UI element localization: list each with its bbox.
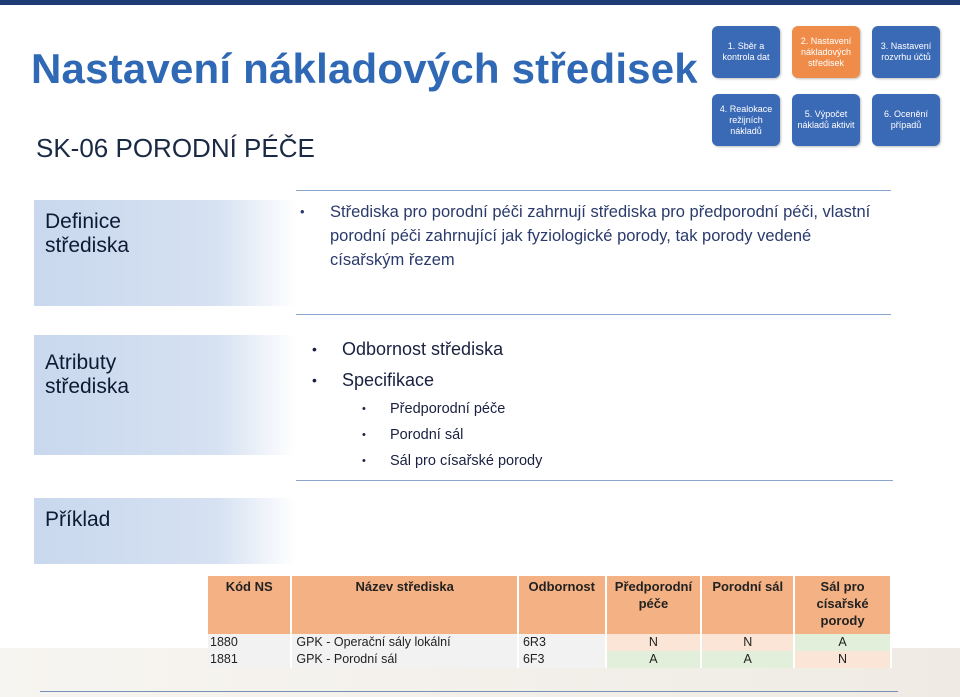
table-cell: N	[701, 634, 794, 651]
table-cell: 6F3	[518, 651, 606, 668]
table-cell: GPK - Porodní sál	[291, 651, 518, 668]
column-header: Porodní sál	[701, 576, 794, 634]
page-subtitle: SK-06 PORODNÍ PÉČE	[36, 133, 315, 163]
priklad-label-box	[34, 498, 296, 564]
column-header: Kód NS	[208, 576, 291, 634]
table-cell: N	[794, 651, 891, 668]
table-cell: 6R3	[518, 634, 606, 651]
atributy-label-line1: Atributy	[45, 351, 117, 374]
bullet-icon: •	[362, 403, 366, 415]
column-header: Sál pro císařské porody	[794, 576, 891, 634]
divider	[296, 190, 891, 191]
definice-label-line1: Definice	[45, 210, 121, 233]
priklad-label: Příklad	[45, 508, 111, 531]
definice-label-box	[34, 200, 296, 306]
sub-list-item: • Předporodní péče	[362, 401, 506, 417]
footer-divider	[40, 691, 898, 692]
table-cell: 1881	[208, 651, 291, 668]
table-header-row	[208, 576, 891, 634]
step-1-button[interactable]: 1. Sběr a kontrola dat	[712, 26, 780, 78]
top-accent-bar	[0, 0, 960, 5]
column-header: Název střediska	[291, 576, 518, 634]
step-3-button[interactable]: 3. Nastavení rozvrhu účtů	[872, 26, 940, 78]
bullet-icon: •	[300, 204, 305, 219]
list-item: • Odbornost střediska	[312, 339, 504, 359]
atributy-label-box	[34, 335, 296, 455]
step-2-button[interactable]: 2. Nastavení nákladových středisek	[792, 26, 860, 78]
bullet-icon: •	[362, 455, 366, 467]
bullet-icon: •	[312, 341, 317, 357]
process-steps	[710, 26, 942, 148]
sub-list-item: • Sál pro císařské porody	[362, 453, 543, 469]
table-cell: A	[794, 634, 891, 651]
divider	[296, 314, 891, 315]
table-row	[208, 651, 891, 668]
step-6-button[interactable]: 6. Ocenění případů	[872, 94, 940, 146]
definice-text	[300, 200, 880, 272]
definice-paragraph: Střediska pro porodní péči zahrnují střediska pro předporodní péči, vlastní porodní péči zahrnující jak fyziologické porody, tak porody vedené císařským řezem	[330, 203, 871, 269]
table-cell: A	[606, 651, 702, 668]
bullet-icon: •	[312, 372, 317, 388]
sub-list-item: • Porodní sál	[362, 427, 464, 443]
table-cell: A	[701, 651, 794, 668]
table-cell: GPK - Operační sály lokální	[291, 634, 518, 651]
atributy-label-line2: střediska	[45, 375, 130, 398]
step-4-button[interactable]: 4. Realokace režijních nákladů	[712, 94, 780, 146]
list-item: • Specifikace	[312, 370, 435, 390]
table-cell: N	[606, 634, 702, 651]
step-5-button[interactable]: 5. Výpočet nákladů aktivit	[792, 94, 860, 146]
bullet-icon: •	[362, 429, 366, 441]
page-title: Nastavení nákladových středisek	[31, 45, 698, 92]
divider	[296, 480, 893, 481]
definice-label-line2: střediska	[45, 234, 130, 257]
table-row	[208, 634, 891, 651]
column-header: Odbornost	[518, 576, 606, 634]
column-header: Předporodní péče	[606, 576, 702, 634]
example-table	[208, 576, 892, 668]
table-cell: 1880	[208, 634, 291, 651]
